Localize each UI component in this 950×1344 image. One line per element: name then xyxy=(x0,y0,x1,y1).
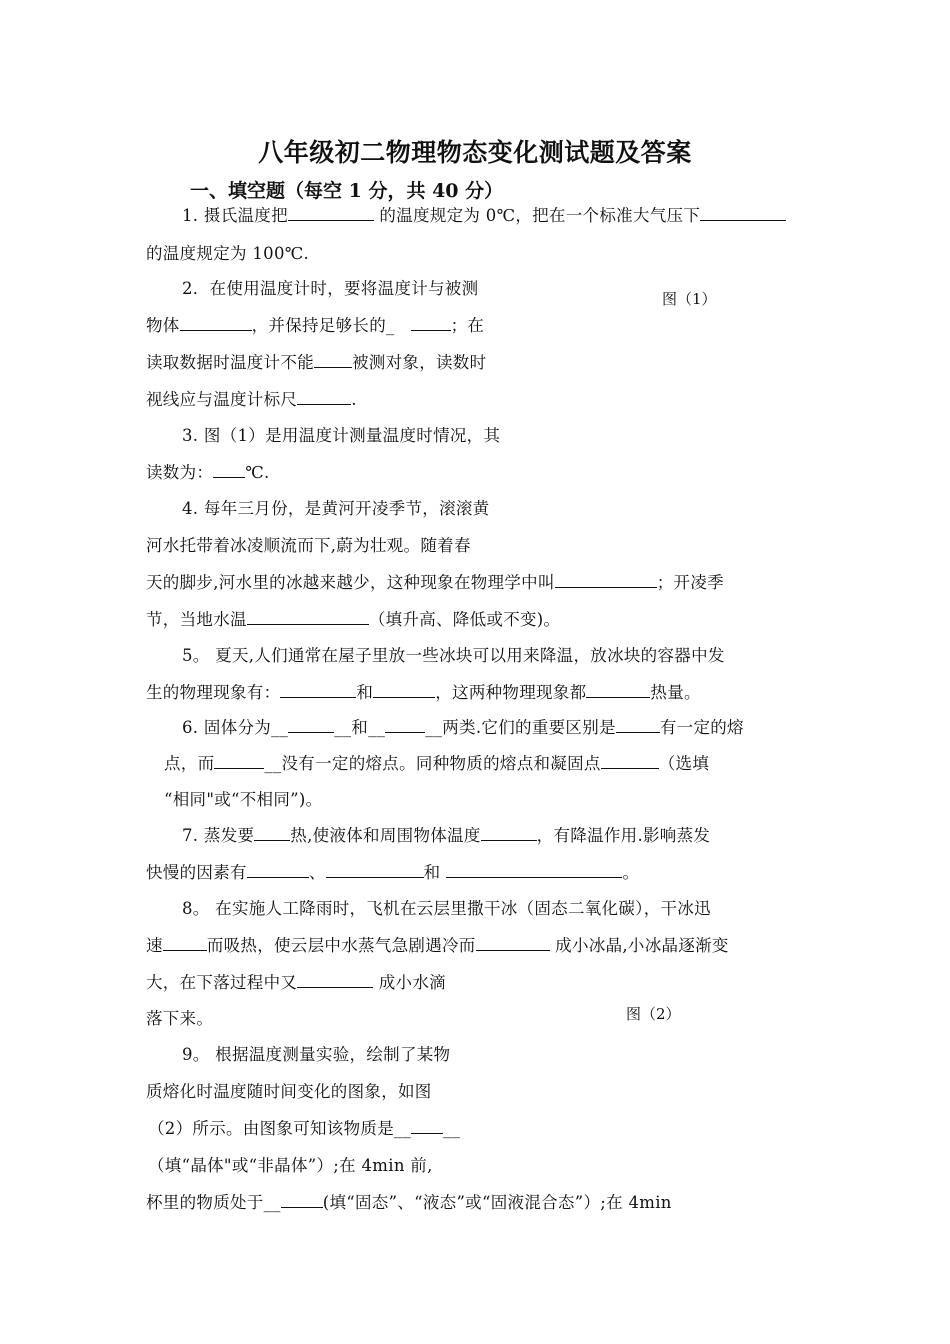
q9-line-5: 杯里的物质处于__ (填“固态”、“液态”或“固液混合态”）;在 4min xyxy=(146,1193,672,1212)
q6-line-2: 点，而 __没有一定的熔点。同种物质的熔点和凝固点 （选填 xyxy=(164,754,710,773)
blank[interactable] xyxy=(254,825,290,841)
q2-line-4: 视线应与温度计标尺 . xyxy=(146,390,357,409)
blank[interactable] xyxy=(247,862,309,878)
blank[interactable] xyxy=(411,1118,443,1134)
blank[interactable] xyxy=(213,462,245,478)
blank[interactable] xyxy=(180,315,252,331)
blank[interactable] xyxy=(446,862,622,878)
blank[interactable] xyxy=(586,682,650,698)
q8-line-3: 大，在下落过程中又 成小水滴 xyxy=(146,973,446,992)
q2-line-1: 2．在使用温度计时，要将温度计与被测 xyxy=(182,279,479,298)
q8-line-2: 速 而吸热，使云层中水蒸气急剧遇冷而 成小冰晶,小冰晶逐渐变 xyxy=(146,936,729,955)
q4-line-3: 天的脚步,河水里的冰越来越少，这种现象在物理学中叫 ；开凌季 xyxy=(146,573,724,592)
q9-line-1: 9。 根据温度测量实验，绘制了某物 xyxy=(182,1045,451,1064)
blank[interactable] xyxy=(297,972,373,988)
q9-line-2: 质熔化时温度随时间变化的图象，如图 xyxy=(146,1082,432,1101)
q7-line-2: 快慢的因素有 、 和 。 xyxy=(146,863,640,882)
q3-line-2: 读数为： ℃. xyxy=(146,463,270,482)
q1-line-2: 的温度规定为 100℃. xyxy=(146,244,310,263)
blank[interactable] xyxy=(163,935,207,951)
figure-1-caption: 图（1） xyxy=(662,290,717,308)
figure-2-caption: 图（2） xyxy=(626,1005,681,1023)
blank[interactable] xyxy=(616,717,660,733)
q6-line-1: 6. 固体分为__ __和__ __两类.它们的重要区别是 有一定的熔 xyxy=(182,718,744,737)
blank[interactable] xyxy=(297,389,351,405)
blank[interactable] xyxy=(385,717,425,733)
q3-line-1: 3. 图（1）是用温度计测量温度时情况，其 xyxy=(182,426,501,445)
blank[interactable] xyxy=(555,572,657,588)
blank[interactable] xyxy=(481,825,537,841)
q4-line-1: 4. 每年三月份，是黄河开凌季节，滚滚黄 xyxy=(182,499,490,518)
q2-line-2: 物体 ，并保持足够长的_ ；在 xyxy=(146,316,485,335)
blank[interactable] xyxy=(288,717,334,733)
blank[interactable] xyxy=(288,205,374,221)
blank[interactable] xyxy=(247,609,369,625)
blank[interactable] xyxy=(373,682,435,698)
blank[interactable] xyxy=(411,315,451,331)
blank[interactable] xyxy=(214,753,264,769)
section-heading: 一、填空题（每空 1 分，共 40 分） xyxy=(190,180,504,202)
q8-line-1: 8。 在实施人工降雨时，飞机在云层里撒干冰（固态二氧化碳），干冰迅 xyxy=(182,899,711,918)
blank[interactable] xyxy=(601,753,659,769)
q6-line-3: “相同"或“不相同”)。 xyxy=(164,790,323,809)
blank[interactable] xyxy=(314,352,352,368)
blank[interactable] xyxy=(326,862,424,878)
blank[interactable] xyxy=(700,205,786,221)
blank[interactable] xyxy=(476,935,550,951)
q4-line-2: 河水托带着冰凌顺流而下,蔚为壮观。随着春 xyxy=(146,536,471,555)
q8-line-4: 落下来。 xyxy=(146,1009,214,1028)
q5-line-2: 生的物理现象有： 和 ，这两种物理现象都 热量。 xyxy=(146,683,701,702)
q1-line-1: 1. 摄氏温度把 的温度规定为 0℃，把在一个标准大气压下 xyxy=(182,202,786,226)
page-title: 八年级初二物理物态变化测试题及答案 xyxy=(258,138,692,167)
blank[interactable] xyxy=(281,1192,323,1208)
q2-line-3: 读取数据时温度计不能 被测对象，读数时 xyxy=(146,353,487,372)
q9-line-3: （2）所示。由图象可知该物质是__ __ xyxy=(148,1119,461,1138)
q4-line-4: 节，当地水温 （填升高、降低或不变)。 xyxy=(146,610,561,629)
q7-line-1: 7. 蒸发要 热,使液体和周围物体温度 ，有降温作用.影响蒸发 xyxy=(182,826,711,845)
q9-line-4: （填“晶体"或“非晶体”）;在 4min 前, xyxy=(148,1156,433,1175)
blank[interactable] xyxy=(280,682,356,698)
q5-line-1: 5。 夏天,人们通常在屋子里放一些冰块可以用来降温，放冰块的容器中发 xyxy=(182,646,725,665)
